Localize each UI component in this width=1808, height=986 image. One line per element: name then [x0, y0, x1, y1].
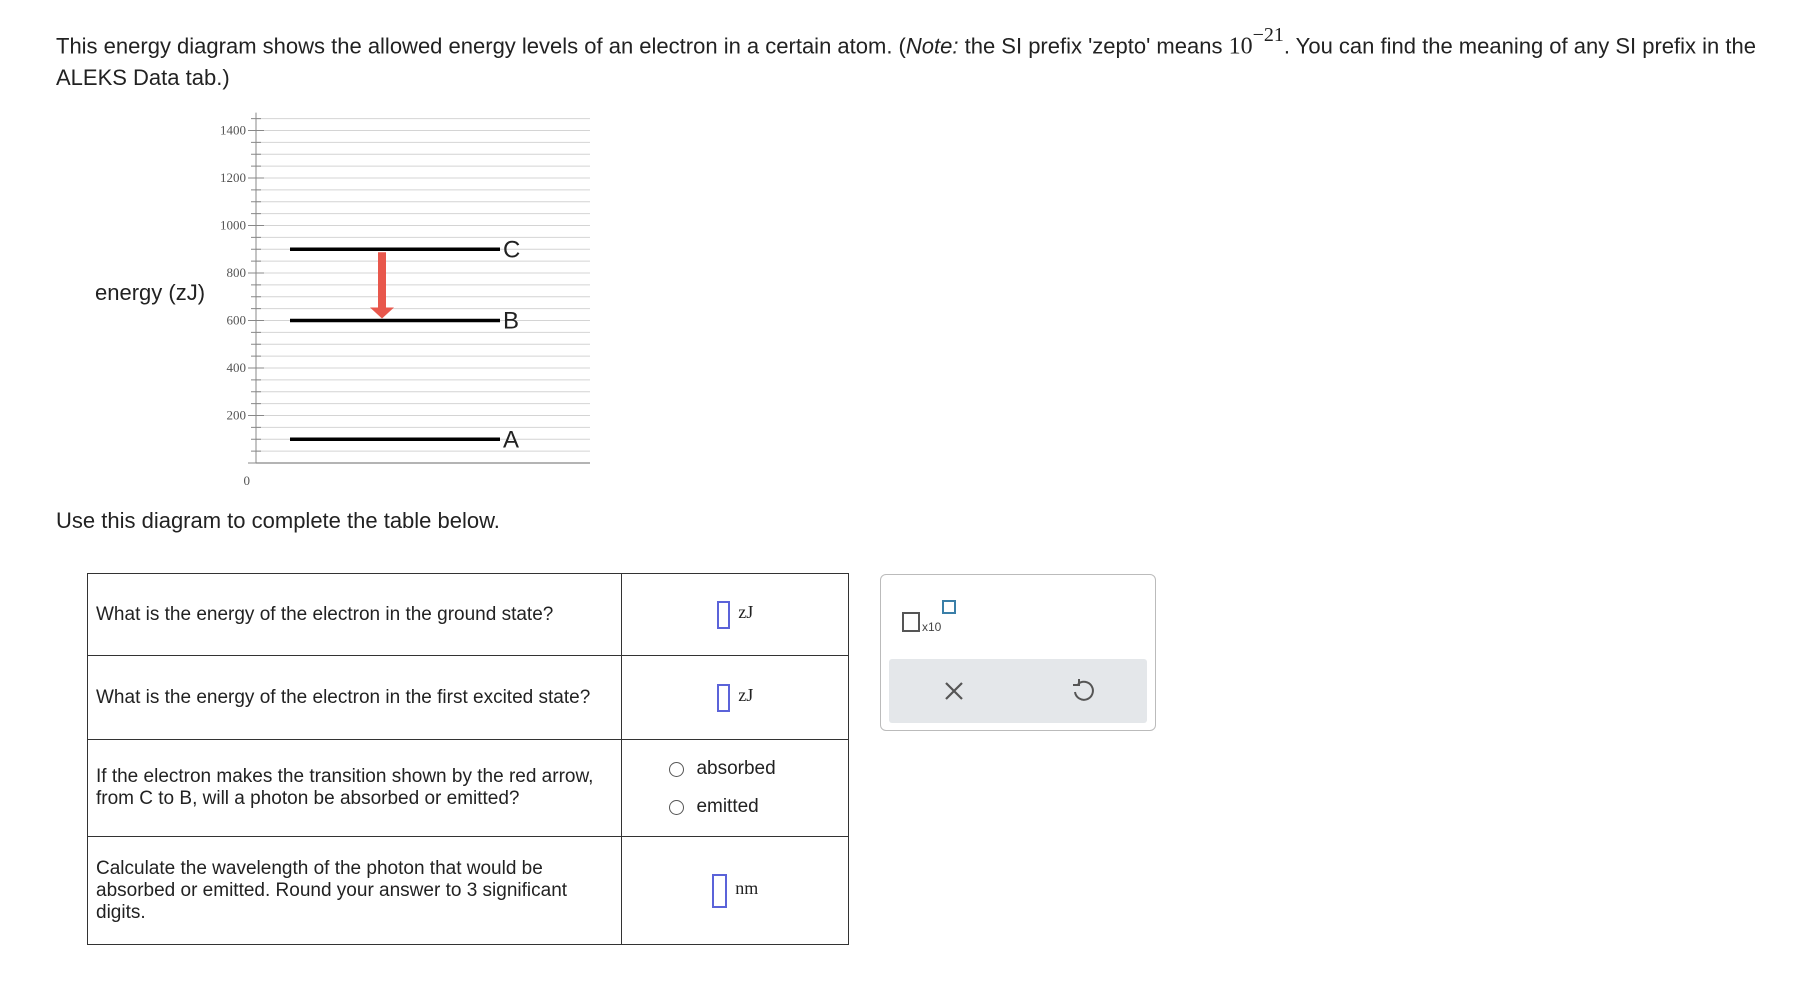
- question-table: [87, 573, 849, 945]
- sci-x10-label: x10: [922, 620, 942, 634]
- undo-button[interactable]: [1063, 671, 1103, 711]
- radio-emitted-label[interactable]: emitted: [696, 796, 759, 817]
- radio-absorbed-label[interactable]: absorbed: [696, 758, 776, 779]
- energy-level-label-b: B: [503, 307, 520, 335]
- question-ground-state: What is the energy of the electron in the ground state?: [88, 574, 622, 656]
- intro-text-3: . You can find the meaning of any SI prefix in the ALEKS Data tab.): [56, 33, 1756, 91]
- radio-absorbed[interactable]: [669, 750, 848, 788]
- wavelength-unit: nm: [735, 877, 759, 898]
- sci-base-box: [902, 612, 920, 632]
- table-row: [88, 574, 849, 656]
- clear-button[interactable]: [934, 671, 974, 711]
- y-tick-label: 1000: [220, 217, 246, 233]
- radio-emitted[interactable]: [669, 788, 848, 826]
- note-label: Note:: [905, 33, 959, 59]
- instruction-text: Use this diagram to complete the table below.: [56, 508, 500, 533]
- first-excited-input[interactable]: [717, 684, 730, 712]
- y-tick-label: 800: [226, 265, 246, 280]
- wavelength-input[interactable]: [712, 874, 727, 908]
- action-toolbar: [889, 659, 1147, 723]
- table-row: [88, 656, 849, 740]
- power-base: 10: [1228, 33, 1253, 60]
- scientific-notation-button[interactable]: [902, 600, 962, 634]
- ground-state-unit: zJ: [738, 601, 754, 622]
- answer-tools-panel: [880, 574, 1156, 731]
- y-tick-label: 200: [226, 407, 246, 423]
- y-tick-label: 1200: [220, 170, 246, 185]
- close-icon: [943, 680, 965, 702]
- problem-statement: [56, 24, 1756, 93]
- table-row: [88, 740, 849, 837]
- radio-absorbed-circle[interactable]: [669, 762, 684, 777]
- question-first-excited: What is the energy of the electron in the first excited state?: [88, 656, 622, 740]
- table-row: [88, 837, 849, 945]
- y-axis-label: energy (zJ): [95, 280, 206, 305]
- y-tick-label: 400: [226, 360, 246, 375]
- energy-level-label-a: A: [503, 426, 520, 454]
- first-excited-unit: zJ: [738, 684, 754, 705]
- energy-level-diagram: [90, 108, 610, 498]
- y-tick-label: 0: [243, 473, 250, 488]
- y-tick-label: 1400: [220, 122, 246, 138]
- transition-arrow-head: [370, 308, 394, 319]
- question-absorbed-emitted: If the electron makes the transition shown by the red arrow, from C to B, will a photon be absorbed or emitted?: [88, 740, 622, 837]
- y-tick-label: 600: [226, 312, 246, 328]
- question-wavelength: Calculate the wavelength of the photon that would be absorbed or emitted. Round your answer to 3 significant digits.: [88, 837, 622, 945]
- intro-text-1: This energy diagram shows the allowed energy levels of an electron in a certain atom. (: [56, 33, 906, 59]
- sci-exponent-box: [942, 600, 956, 614]
- power-exponent: −21: [1252, 24, 1284, 46]
- undo-icon: [1070, 678, 1096, 704]
- energy-diagram-svg: [90, 108, 610, 498]
- radio-emitted-circle[interactable]: [669, 800, 684, 815]
- energy-level-label-c: C: [503, 236, 521, 264]
- intro-text-2: the SI prefix 'zepto' means: [958, 33, 1229, 59]
- ground-state-input[interactable]: [717, 601, 730, 629]
